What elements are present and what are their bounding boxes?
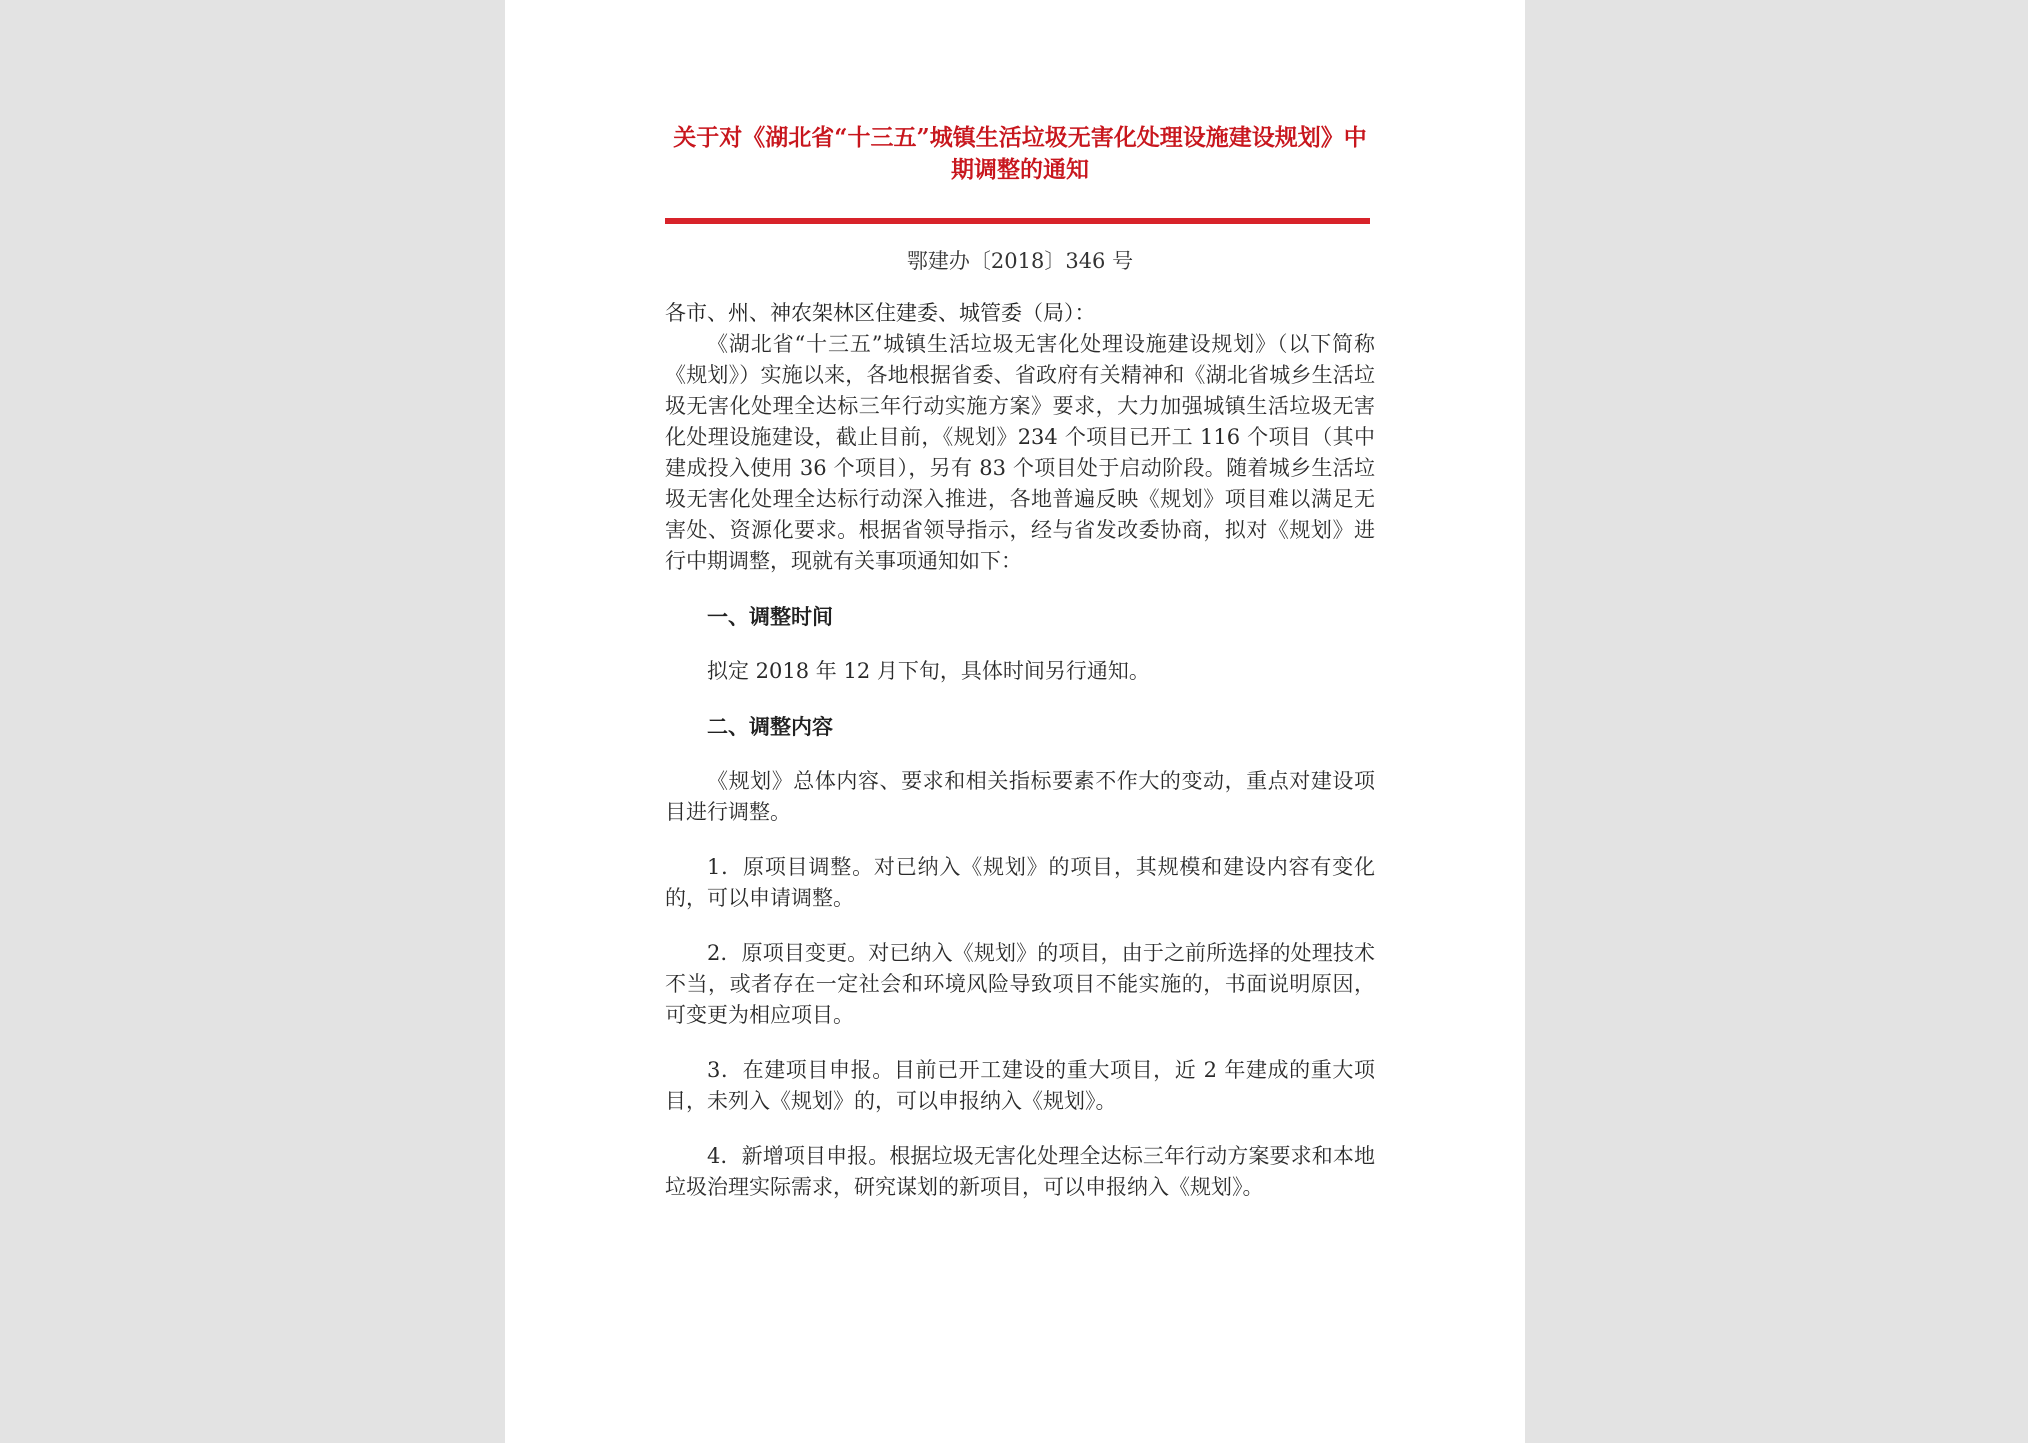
item-2: 2．原项目变更。对已纳入《规划》的项目，由于之前所选择的处理技术不当，或者存在一定社会和环境风险导致项目不能实施的，书面说明原因，可变更为相应项目。 [665, 941, 1375, 1027]
document-title: 关于对《湖北省“十三五”城镇生活垃圾无害化处理设施建设规划》中期调整的通知 [673, 124, 1367, 183]
document-page [505, 0, 1525, 1443]
addressee: 各市、州、神农架林区住建委、城管委（局）： [665, 301, 1096, 325]
section2-text: 《规划》总体内容、要求和相关指标要素不作大的变动，重点对建设项目进行调整。 [665, 769, 1375, 824]
section1-heading: 一、调整时间 [707, 604, 833, 629]
item-3: 3．在建项目申报。目前已开工建设的重大项目，近 2 年建成的重大项目，未列入《规划》的，可以申报纳入《规划》。 [665, 1058, 1375, 1113]
intro-paragraph: 《湖北省“十三五”城镇生活垃圾无害化处理设施建设规划》（以下简称《规划》）实施以来，各地根据省委、省政府有关精神和《湖北省城乡生活垃圾无害化处理全达标三年行动实施方案》要求，大力加强城镇生活垃圾无害化处理设施建设，截止目前，《规划》234 个项目已开工 116 个项目（其中建成投入使用 36 个项目），另有 83 个项目处于启动阶段。随着城乡生活垃圾无害化处理全达标行动深入推进，各地普遍反映《规划》项目难以满足无害处、资源化要求。根据省领导指示，经与省发改委协商，拟对《规划》进行中期调整，现就有关事项通知如下： [665, 332, 1375, 573]
section2-heading: 二、调整内容 [707, 714, 833, 739]
document-content [665, 118, 1375, 1203]
red-header-rule [665, 218, 1370, 224]
document-number: 鄂建办〔2018〕346 号 [906, 249, 1134, 273]
section1-text: 拟定 2018 年 12 月下旬，具体时间另行通知。 [707, 659, 1150, 683]
item-1: 1．原项目调整。对已纳入《规划》的项目，其规模和建设内容有变化的，可以申请调整。 [665, 855, 1375, 910]
item-4: 4．新增项目申报。根据垃圾无害化处理全达标三年行动方案要求和本地垃圾治理实际需求，研究谋划的新项目，可以申报纳入《规划》。 [665, 1144, 1375, 1199]
